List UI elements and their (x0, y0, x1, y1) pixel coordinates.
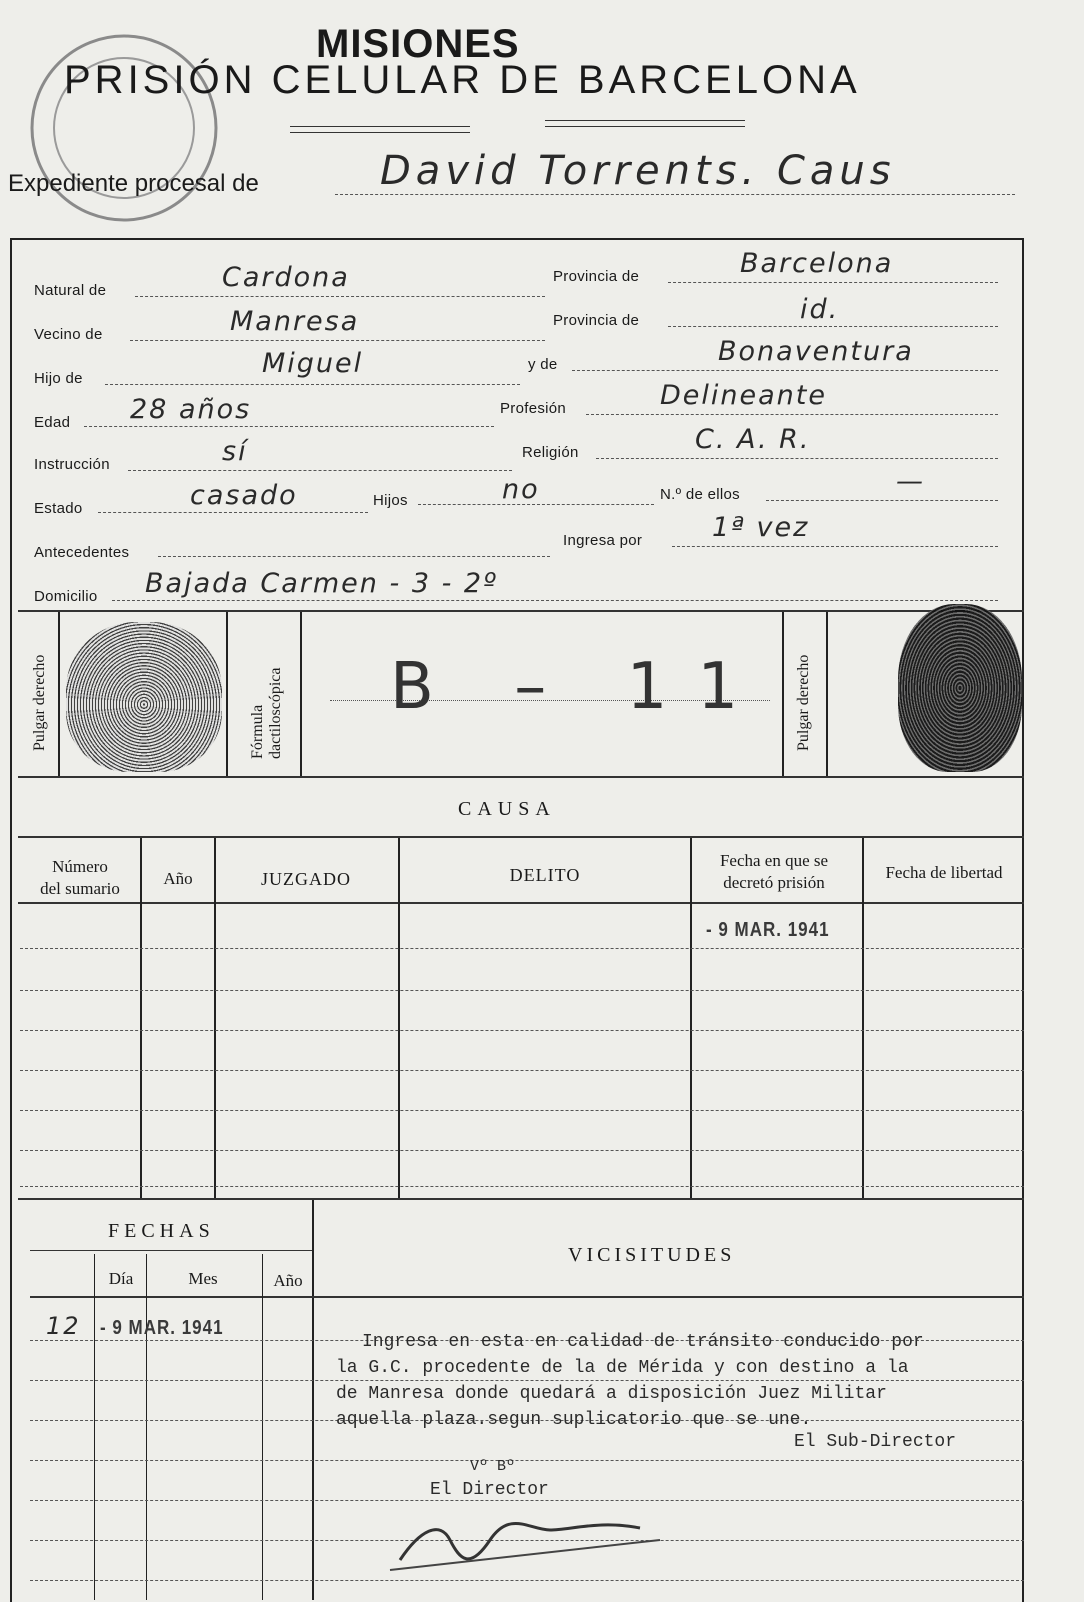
formula-label-2: dactiloscópica (267, 667, 284, 759)
edad-label: Edad (34, 414, 71, 431)
prisoner-name: David Torrents. Caus (380, 148, 896, 194)
vobo-label: Vº Bº (470, 1458, 516, 1475)
dia-label: Día (108, 1269, 134, 1288)
numero-ellos-label: N.º de ellos (660, 486, 740, 503)
instruccion-value: sí (222, 436, 248, 467)
fecha-prision-stamp: - 9 MAR. 1941 (706, 918, 830, 941)
entry-date-stamp: - 9 MAR. 1941 (100, 1316, 224, 1339)
col-numero-1: Número (52, 857, 108, 876)
col-delito: DELITO (509, 865, 581, 885)
madre-value: Bonaventura (718, 336, 914, 367)
fechas-title: FECHAS (108, 1220, 215, 1242)
profesion-label: Profesión (500, 400, 567, 417)
provincia1-value: Barcelona (740, 248, 894, 279)
office-label: MISIONES (316, 22, 520, 66)
prison-title: PRISIÓN CELULAR DE BARCELONA (64, 58, 861, 102)
col-juzgado: JUZGADO (261, 869, 351, 889)
provincia2-label: Provincia de (553, 312, 640, 329)
estado-label: Estado (34, 500, 83, 517)
vicisitud-line-4: aquella plaza.segun suplicatorio que se une. (336, 1410, 812, 1430)
col-fecha-prision-1: Fecha en que se (719, 851, 829, 870)
entry-day: 12 (46, 1312, 81, 1340)
vicisitud-line-3: de Manresa donde quedará a disposición Juez Militar (336, 1384, 887, 1404)
left-thumbprint-image (66, 622, 222, 772)
domicilio-label: Domicilio (34, 588, 98, 605)
right-thumb-label: Pulgar derecho (795, 654, 812, 751)
subdirector-signature-label: El Sub-Director (794, 1432, 957, 1452)
instruccion-label: Instrucción (34, 456, 110, 473)
vicisitud-line-1: Ingresa en esta en calidad de tránsito conducido por (362, 1332, 924, 1352)
ingresa-por-label: Ingresa por (563, 532, 643, 549)
provincia1-label: Provincia de (553, 268, 640, 285)
col-ano: Año (163, 869, 193, 888)
ingresa-por-value: 1ª vez (712, 512, 810, 543)
hijo-de-label: Hijo de (34, 370, 83, 387)
col-fecha-prision-2: decretó prisión (723, 873, 825, 892)
antecedentes-label: Antecedentes (34, 544, 130, 561)
vecino-de-value: Manresa (230, 306, 360, 337)
religion-value: C. A. R. (695, 424, 811, 455)
hijos-label: Hijos (373, 492, 408, 509)
director-label: El Director (430, 1480, 549, 1500)
vicisitudes-title: VICISITUDES (568, 1244, 736, 1266)
col-numero-2: del sumario (40, 879, 120, 898)
vecino-de-label: Vecino de (34, 326, 103, 343)
expediente-label: Expediente procesal de (8, 170, 259, 197)
natural-de-label: Natural de (34, 282, 107, 299)
ano-label: Año (273, 1271, 303, 1290)
estado-value: casado (190, 480, 298, 511)
vicisitud-line-2: la G.C. procedente de la de Mérida y con destino a la (336, 1358, 909, 1378)
religion-label: Religión (522, 444, 579, 461)
formula-value: B – 11 (390, 650, 769, 724)
left-thumb-label: Pulgar derecho (31, 654, 48, 751)
natural-de-value: Cardona (222, 262, 350, 293)
domicilio-value: Bajada Carmen - 3 - 2º (145, 568, 498, 599)
causa-title: CAUSA (458, 798, 556, 820)
mes-label: Mes (188, 1269, 218, 1288)
provincia2-value: id. (800, 294, 840, 325)
profesion-value: Delineante (660, 380, 827, 411)
edad-value: 28 años (130, 394, 252, 425)
hijos-value: no (502, 474, 540, 505)
numero-ellos-value: — (896, 466, 925, 497)
y-de-label: y de (528, 356, 558, 373)
padre-value: Miguel (262, 348, 364, 379)
right-thumbprint-image (898, 604, 1022, 772)
director-signature (380, 1500, 680, 1580)
formula-label-1: Fórmula (249, 704, 266, 759)
col-fecha-libertad: Fecha de libertad (885, 863, 1003, 882)
